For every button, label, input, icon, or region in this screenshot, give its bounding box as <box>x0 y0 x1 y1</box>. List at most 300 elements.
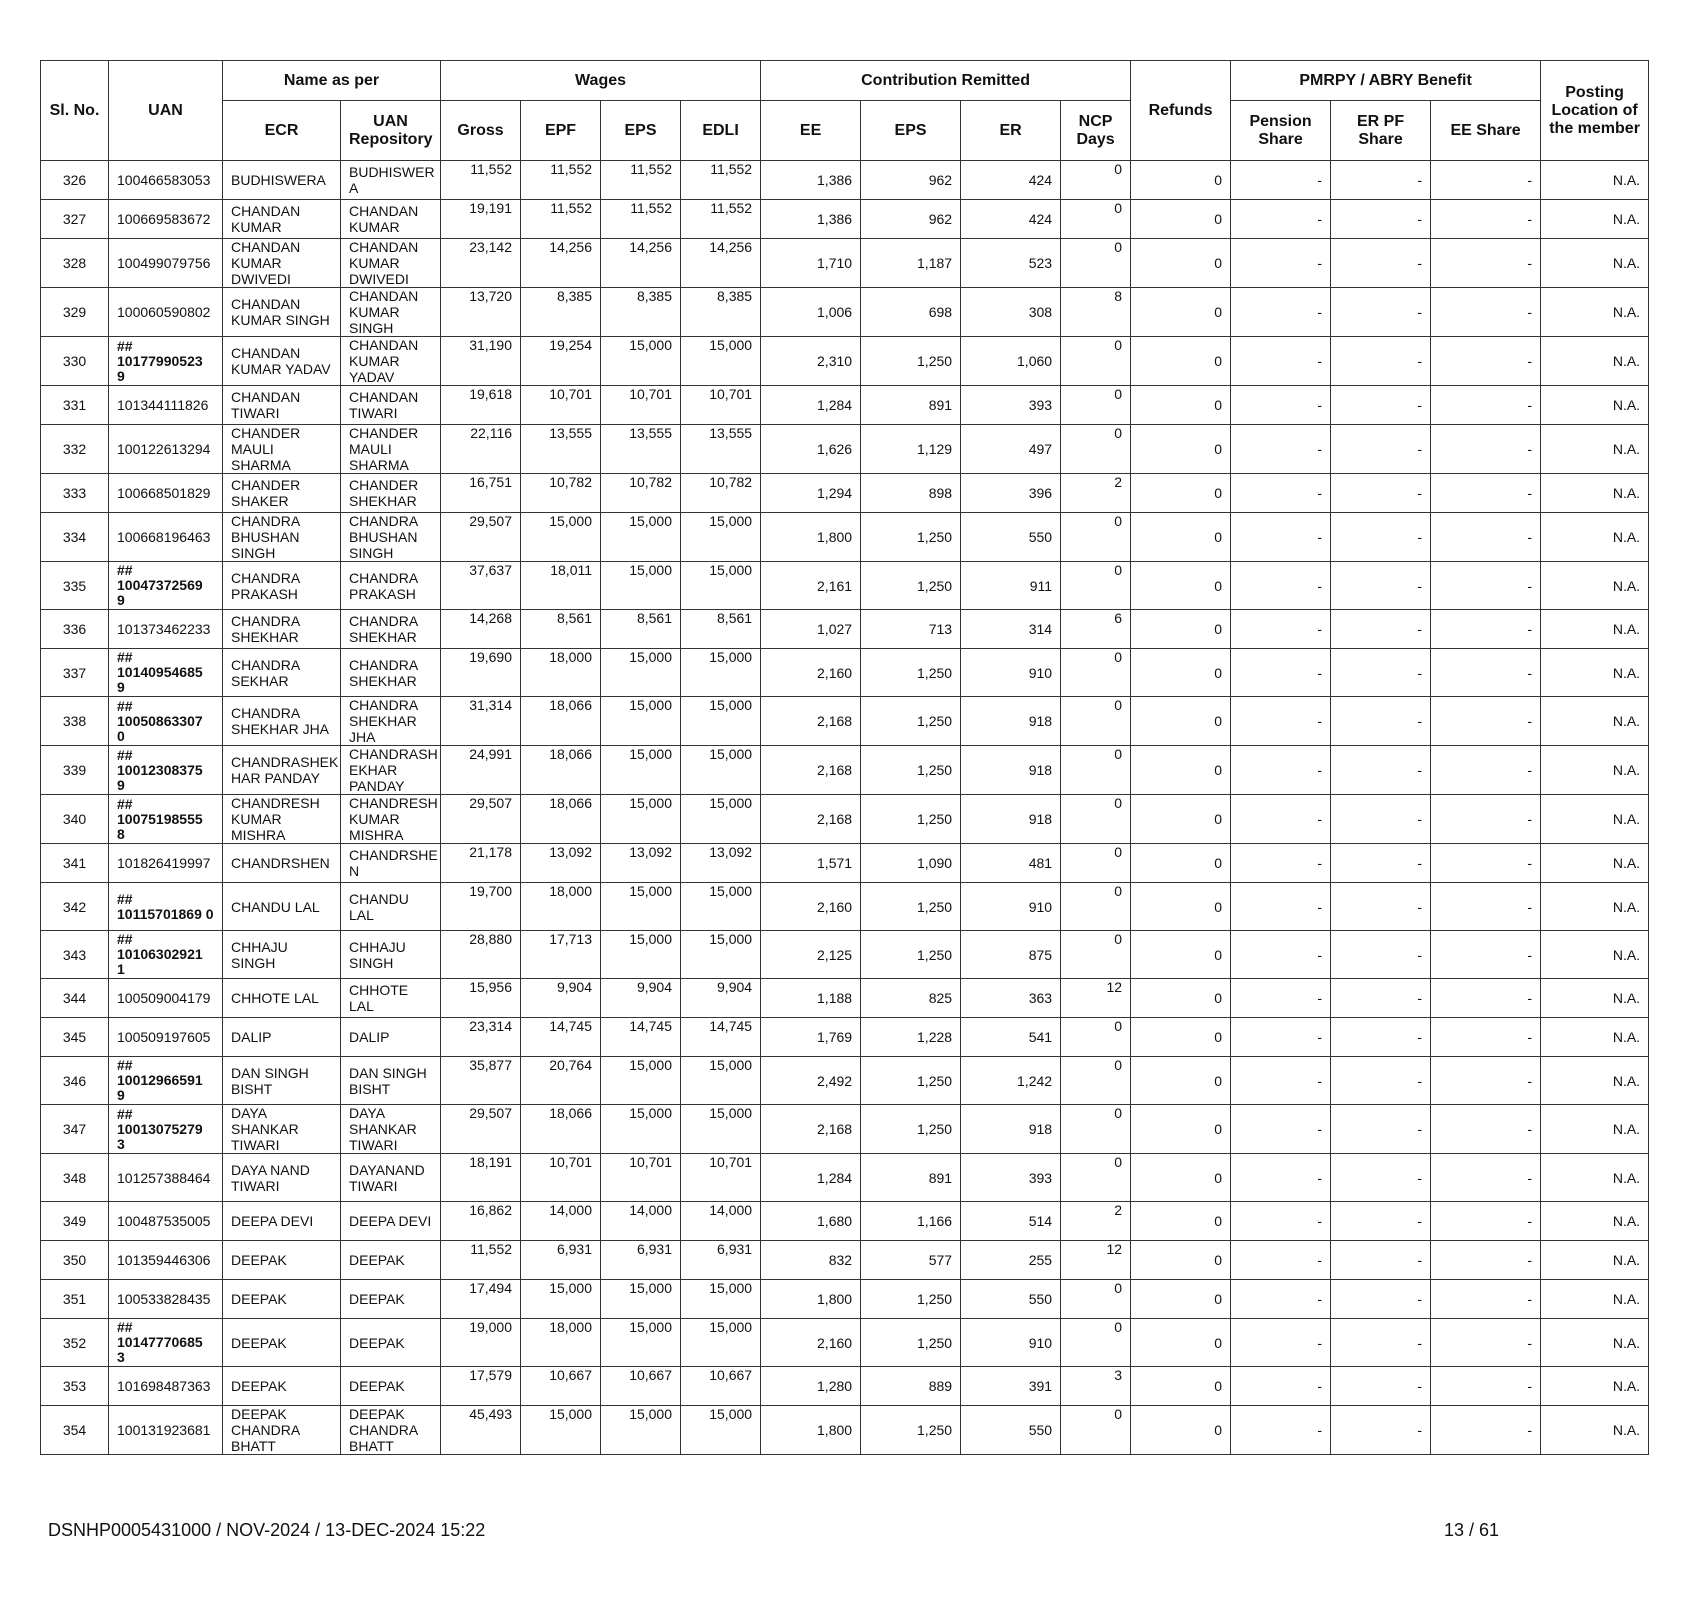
table-row <box>41 1319 1649 1367</box>
cell-uan: 100466583053 <box>109 161 223 200</box>
cell-edli: 15,000 <box>681 931 761 979</box>
cell-contribution-eps: 1,166 <box>861 1202 961 1241</box>
cell-edli: 15,000 <box>681 562 761 610</box>
cell-name-uan-repository: CHANDAN KUMAR YADAV <box>341 337 441 386</box>
cell-gross: 31,314 <box>441 697 521 746</box>
cell-uan: 100499079756 <box>109 239 223 288</box>
cell-sl-no: 333 <box>41 474 109 513</box>
cell-refunds: 0 <box>1131 161 1231 200</box>
cell-name-uan-repository: CHANDAN KUMAR <box>341 200 441 239</box>
cell-ncp-days: 0 <box>1061 883 1131 931</box>
cell-ee: 1,710 <box>761 239 861 288</box>
cell-pension-share: - <box>1231 1105 1331 1154</box>
cell-er-pf-share: - <box>1331 795 1431 844</box>
cell-ee: 832 <box>761 1241 861 1280</box>
cell-ee-share: - <box>1431 337 1541 386</box>
cell-pension-share: - <box>1231 239 1331 288</box>
cell-contribution-eps: 1,250 <box>861 649 961 697</box>
cell-epf: 10,782 <box>521 474 601 513</box>
cell-edli: 15,000 <box>681 1105 761 1154</box>
cell-posting-location: N.A. <box>1541 1018 1649 1057</box>
cell-gross: 19,191 <box>441 200 521 239</box>
cell-ee-share: - <box>1431 883 1541 931</box>
col-eps: EPS <box>601 101 681 161</box>
cell-contribution-eps: 1,090 <box>861 844 961 883</box>
table-row <box>41 288 1649 337</box>
cell-edli: 15,000 <box>681 1319 761 1367</box>
cell-er-pf-share: - <box>1331 610 1431 649</box>
col-posting-location: Posting Location of the member <box>1541 61 1649 161</box>
cell-name-ecr: CHHOTE LAL <box>223 979 341 1018</box>
cell-uan: 100668196463 <box>109 513 223 562</box>
cell-pension-share: - <box>1231 649 1331 697</box>
cell-name-ecr: BUDHISWERA <box>223 161 341 200</box>
cell-ncp-days: 0 <box>1061 1105 1131 1154</box>
cell-ncp-days: 3 <box>1061 1367 1131 1406</box>
cell-name-uan-repository: CHANDRA SHEKHAR <box>341 610 441 649</box>
cell-uan: 101826419997 <box>109 844 223 883</box>
col-pension-share: Pension Share <box>1231 101 1331 161</box>
cell-gross: 24,991 <box>441 746 521 795</box>
cell-refunds: 0 <box>1131 425 1231 474</box>
cell-eps: 8,385 <box>601 288 681 337</box>
cell-gross: 29,507 <box>441 1105 521 1154</box>
cell-er-pf-share: - <box>1331 649 1431 697</box>
cell-pension-share: - <box>1231 386 1331 425</box>
cell-pension-share: - <box>1231 1018 1331 1057</box>
cell-eps: 15,000 <box>601 931 681 979</box>
cell-epf: 18,066 <box>521 795 601 844</box>
cell-name-ecr: DEEPA DEVI <box>223 1202 341 1241</box>
cell-er-pf-share: - <box>1331 386 1431 425</box>
cell-sl-no: 334 <box>41 513 109 562</box>
cell-ee: 2,168 <box>761 697 861 746</box>
cell-pension-share: - <box>1231 200 1331 239</box>
cell-name-ecr: DAYA SHANKAR TIWARI <box>223 1105 341 1154</box>
cell-ncp-days: 0 <box>1061 931 1131 979</box>
cell-uan: 100669583672 <box>109 200 223 239</box>
document-reference: DSNHP0005431000 / NOV-2024 / 13-DEC-2024 15:22 <box>48 1520 486 1540</box>
cell-eps: 11,552 <box>601 200 681 239</box>
cell-ee-share: - <box>1431 979 1541 1018</box>
cell-uan: ## 10115701869 0 <box>109 883 223 931</box>
cell-name-uan-repository: CHANDRSHE N <box>341 844 441 883</box>
cell-posting-location: N.A. <box>1541 931 1649 979</box>
cell-pension-share: - <box>1231 513 1331 562</box>
cell-posting-location: N.A. <box>1541 649 1649 697</box>
cell-ncp-days: 0 <box>1061 1319 1131 1367</box>
cell-posting-location: N.A. <box>1541 795 1649 844</box>
cell-ee-share: - <box>1431 931 1541 979</box>
cell-ee: 1,800 <box>761 513 861 562</box>
cell-gross: 35,877 <box>441 1057 521 1105</box>
cell-ee: 2,160 <box>761 1319 861 1367</box>
cell-name-ecr: CHANDRA PRAKASH <box>223 562 341 610</box>
cell-ncp-days: 0 <box>1061 1280 1131 1319</box>
cell-edli: 9,904 <box>681 979 761 1018</box>
cell-ee: 2,125 <box>761 931 861 979</box>
cell-sl-no: 330 <box>41 337 109 386</box>
cell-pension-share: - <box>1231 931 1331 979</box>
cell-gross: 19,618 <box>441 386 521 425</box>
cell-ee-share: - <box>1431 562 1541 610</box>
cell-eps: 15,000 <box>601 1057 681 1105</box>
cell-sl-no: 349 <box>41 1202 109 1241</box>
cell-er: 396 <box>961 474 1061 513</box>
cell-epf: 18,000 <box>521 883 601 931</box>
col-group-wages: Wages <box>441 61 761 101</box>
cell-ee-share: - <box>1431 200 1541 239</box>
cell-pension-share: - <box>1231 337 1331 386</box>
cell-sl-no: 337 <box>41 649 109 697</box>
cell-er-pf-share: - <box>1331 979 1431 1018</box>
cell-eps: 15,000 <box>601 1105 681 1154</box>
cell-contribution-eps: 889 <box>861 1367 961 1406</box>
cell-uan: ## 10147770685 3 <box>109 1319 223 1367</box>
cell-epf: 11,552 <box>521 200 601 239</box>
cell-ee-share: - <box>1431 513 1541 562</box>
cell-ncp-days: 0 <box>1061 1406 1131 1455</box>
cell-contribution-eps: 962 <box>861 161 961 200</box>
cell-epf: 13,555 <box>521 425 601 474</box>
cell-refunds: 0 <box>1131 746 1231 795</box>
table-row <box>41 1280 1649 1319</box>
cell-gross: 13,720 <box>441 288 521 337</box>
cell-er: 308 <box>961 288 1061 337</box>
cell-name-uan-repository: DEEPAK <box>341 1280 441 1319</box>
cell-posting-location: N.A. <box>1541 425 1649 474</box>
cell-epf: 17,713 <box>521 931 601 979</box>
cell-eps: 15,000 <box>601 697 681 746</box>
cell-ncp-days: 6 <box>1061 610 1131 649</box>
cell-name-ecr: CHANDRA BHUSHAN SINGH <box>223 513 341 562</box>
cell-contribution-eps: 713 <box>861 610 961 649</box>
table-row <box>41 562 1649 610</box>
cell-ee-share: - <box>1431 239 1541 288</box>
cell-ncp-days: 2 <box>1061 1202 1131 1241</box>
col-ecr: ECR <box>223 101 341 161</box>
cell-refunds: 0 <box>1131 474 1231 513</box>
cell-name-ecr: CHHAJU SINGH <box>223 931 341 979</box>
cell-sl-no: 336 <box>41 610 109 649</box>
cell-name-ecr: CHANDAN KUMAR SINGH <box>223 288 341 337</box>
cell-gross: 16,751 <box>441 474 521 513</box>
cell-contribution-eps: 577 <box>861 1241 961 1280</box>
cell-eps: 11,552 <box>601 161 681 200</box>
col-edli: EDLI <box>681 101 761 161</box>
cell-edli: 13,092 <box>681 844 761 883</box>
cell-ee: 2,161 <box>761 562 861 610</box>
cell-uan: ## 10075198555 8 <box>109 795 223 844</box>
cell-er: 424 <box>961 200 1061 239</box>
cell-sl-no: 345 <box>41 1018 109 1057</box>
cell-er: 550 <box>961 513 1061 562</box>
cell-ee: 1,386 <box>761 161 861 200</box>
table-row <box>41 746 1649 795</box>
cell-eps: 9,904 <box>601 979 681 1018</box>
cell-name-ecr: CHANDRA SEKHAR <box>223 649 341 697</box>
table-row <box>41 697 1649 746</box>
cell-name-ecr: CHANDAN KUMAR YADAV <box>223 337 341 386</box>
cell-ee: 2,310 <box>761 337 861 386</box>
cell-edli: 15,000 <box>681 337 761 386</box>
cell-edli: 15,000 <box>681 513 761 562</box>
cell-gross: 29,507 <box>441 795 521 844</box>
cell-uan: ## 10140954685 9 <box>109 649 223 697</box>
cell-eps: 15,000 <box>601 649 681 697</box>
cell-ncp-days: 0 <box>1061 513 1131 562</box>
cell-er: 541 <box>961 1018 1061 1057</box>
cell-er-pf-share: - <box>1331 474 1431 513</box>
cell-sl-no: 342 <box>41 883 109 931</box>
cell-name-uan-repository: DAYANAND TIWARI <box>341 1154 441 1202</box>
cell-refunds: 0 <box>1131 1105 1231 1154</box>
cell-uan: ## 10177990523 9 <box>109 337 223 386</box>
cell-ncp-days: 0 <box>1061 386 1131 425</box>
cell-name-uan-repository: BUDHISWER A <box>341 161 441 200</box>
cell-epf: 18,066 <box>521 746 601 795</box>
cell-posting-location: N.A. <box>1541 1367 1649 1406</box>
cell-edli: 15,000 <box>681 697 761 746</box>
cell-name-uan-repository: DEEPAK <box>341 1241 441 1280</box>
table-row <box>41 386 1649 425</box>
cell-sl-no: 354 <box>41 1406 109 1455</box>
cell-contribution-eps: 1,187 <box>861 239 961 288</box>
cell-refunds: 0 <box>1131 562 1231 610</box>
cell-pension-share: - <box>1231 562 1331 610</box>
cell-gross: 37,637 <box>441 562 521 610</box>
cell-eps: 15,000 <box>601 513 681 562</box>
cell-pension-share: - <box>1231 1057 1331 1105</box>
cell-sl-no: 348 <box>41 1154 109 1202</box>
cell-name-ecr: DAN SINGH BISHT <box>223 1057 341 1105</box>
cell-er: 550 <box>961 1280 1061 1319</box>
cell-edli: 14,256 <box>681 239 761 288</box>
cell-er-pf-share: - <box>1331 1154 1431 1202</box>
cell-uan: 100131923681 <box>109 1406 223 1455</box>
cell-edli: 15,000 <box>681 1280 761 1319</box>
cell-eps: 10,701 <box>601 1154 681 1202</box>
cell-contribution-eps: 891 <box>861 386 961 425</box>
cell-ee-share: - <box>1431 1105 1541 1154</box>
cell-contribution-eps: 1,250 <box>861 795 961 844</box>
cell-eps: 10,701 <box>601 386 681 425</box>
cell-er-pf-share: - <box>1331 288 1431 337</box>
cell-uan: 100668501829 <box>109 474 223 513</box>
cell-posting-location: N.A. <box>1541 1241 1649 1280</box>
cell-er: 393 <box>961 386 1061 425</box>
cell-gross: 29,507 <box>441 513 521 562</box>
cell-name-uan-repository: DAN SINGH BISHT <box>341 1057 441 1105</box>
cell-er-pf-share: - <box>1331 1018 1431 1057</box>
cell-er-pf-share: - <box>1331 697 1431 746</box>
cell-eps: 10,782 <box>601 474 681 513</box>
cell-ee-share: - <box>1431 386 1541 425</box>
cell-contribution-eps: 1,228 <box>861 1018 961 1057</box>
cell-epf: 8,385 <box>521 288 601 337</box>
cell-name-uan-repository: CHANDAN KUMAR SINGH <box>341 288 441 337</box>
cell-ee: 1,280 <box>761 1367 861 1406</box>
cell-ncp-days: 12 <box>1061 979 1131 1018</box>
cell-epf: 14,745 <box>521 1018 601 1057</box>
cell-uan: 100509197605 <box>109 1018 223 1057</box>
cell-posting-location: N.A. <box>1541 200 1649 239</box>
cell-ncp-days: 0 <box>1061 844 1131 883</box>
cell-eps: 14,000 <box>601 1202 681 1241</box>
cell-name-uan-repository: CHANDRASH EKHAR PANDAY <box>341 746 441 795</box>
col-ee-share: EE Share <box>1431 101 1541 161</box>
cell-er: 918 <box>961 697 1061 746</box>
cell-name-uan-repository: CHHOTE LAL <box>341 979 441 1018</box>
cell-ncp-days: 12 <box>1061 1241 1131 1280</box>
cell-ee-share: - <box>1431 161 1541 200</box>
cell-gross: 19,000 <box>441 1319 521 1367</box>
cell-epf: 14,000 <box>521 1202 601 1241</box>
table-row <box>41 1202 1649 1241</box>
cell-epf: 10,701 <box>521 386 601 425</box>
ecr-contribution-table <box>40 60 1649 1455</box>
cell-name-ecr: DEEPAK <box>223 1367 341 1406</box>
cell-uan: ## 10047372569 9 <box>109 562 223 610</box>
cell-name-uan-repository: DEEPAK <box>341 1367 441 1406</box>
cell-contribution-eps: 1,250 <box>861 1105 961 1154</box>
cell-contribution-eps: 962 <box>861 200 961 239</box>
cell-contribution-eps: 1,250 <box>861 697 961 746</box>
cell-uan: 100509004179 <box>109 979 223 1018</box>
cell-gross: 15,956 <box>441 979 521 1018</box>
cell-edli: 15,000 <box>681 795 761 844</box>
table-row <box>41 200 1649 239</box>
cell-ee-share: - <box>1431 1057 1541 1105</box>
col-refunds: Refunds <box>1131 61 1231 161</box>
cell-pension-share: - <box>1231 697 1331 746</box>
cell-er-pf-share: - <box>1331 200 1431 239</box>
cell-refunds: 0 <box>1131 386 1231 425</box>
cell-name-uan-repository: CHANDRA SHEKHAR <box>341 649 441 697</box>
cell-refunds: 0 <box>1131 979 1231 1018</box>
cell-ncp-days: 0 <box>1061 161 1131 200</box>
cell-refunds: 0 <box>1131 931 1231 979</box>
cell-ee: 1,294 <box>761 474 861 513</box>
cell-er-pf-share: - <box>1331 161 1431 200</box>
cell-ee-share: - <box>1431 1241 1541 1280</box>
table-row <box>41 513 1649 562</box>
cell-edli: 15,000 <box>681 1406 761 1455</box>
cell-name-ecr: CHANDRSHEN <box>223 844 341 883</box>
cell-er: 393 <box>961 1154 1061 1202</box>
cell-epf: 15,000 <box>521 1406 601 1455</box>
page-number: 13 / 61 <box>1444 1520 1500 1540</box>
cell-sl-no: 329 <box>41 288 109 337</box>
cell-posting-location: N.A. <box>1541 474 1649 513</box>
cell-name-uan-repository: CHANDU LAL <box>341 883 441 931</box>
cell-pension-share: - <box>1231 979 1331 1018</box>
cell-ee: 1,284 <box>761 1154 861 1202</box>
cell-er: 481 <box>961 844 1061 883</box>
cell-gross: 23,142 <box>441 239 521 288</box>
cell-uan: 101698487363 <box>109 1367 223 1406</box>
cell-eps: 14,745 <box>601 1018 681 1057</box>
cell-refunds: 0 <box>1131 337 1231 386</box>
cell-er-pf-share: - <box>1331 931 1431 979</box>
table-row <box>41 610 1649 649</box>
cell-name-ecr: CHANDAN KUMAR DWIVEDI <box>223 239 341 288</box>
cell-refunds: 0 <box>1131 1018 1231 1057</box>
cell-pension-share: - <box>1231 288 1331 337</box>
cell-name-uan-repository: CHHAJU SINGH <box>341 931 441 979</box>
cell-name-uan-repository: DEEPAK CHANDRA BHATT <box>341 1406 441 1455</box>
cell-contribution-eps: 698 <box>861 288 961 337</box>
table-row <box>41 1154 1649 1202</box>
cell-epf: 11,552 <box>521 161 601 200</box>
cell-edli: 15,000 <box>681 1057 761 1105</box>
table-row <box>41 844 1649 883</box>
cell-ee-share: - <box>1431 610 1541 649</box>
cell-ncp-days: 0 <box>1061 746 1131 795</box>
cell-ncp-days: 0 <box>1061 795 1131 844</box>
cell-ee: 2,168 <box>761 795 861 844</box>
cell-sl-no: 328 <box>41 239 109 288</box>
cell-pension-share: - <box>1231 161 1331 200</box>
cell-uan: ## 10013075279 3 <box>109 1105 223 1154</box>
cell-posting-location: N.A. <box>1541 562 1649 610</box>
cell-ncp-days: 0 <box>1061 697 1131 746</box>
cell-ee: 1,188 <box>761 979 861 1018</box>
cell-epf: 15,000 <box>521 1280 601 1319</box>
cell-eps: 15,000 <box>601 883 681 931</box>
table-header <box>41 61 1649 161</box>
cell-posting-location: N.A. <box>1541 1280 1649 1319</box>
cell-name-ecr: CHANDRA SHEKHAR JHA <box>223 697 341 746</box>
cell-contribution-eps: 1,250 <box>861 746 961 795</box>
cell-er: 918 <box>961 746 1061 795</box>
table-row <box>41 161 1649 200</box>
cell-name-ecr: DALIP <box>223 1018 341 1057</box>
cell-edli: 8,385 <box>681 288 761 337</box>
cell-er: 875 <box>961 931 1061 979</box>
cell-ee-share: - <box>1431 288 1541 337</box>
cell-name-uan-repository: CHANDER MAULI SHARMA <box>341 425 441 474</box>
cell-edli: 8,561 <box>681 610 761 649</box>
cell-ncp-days: 0 <box>1061 239 1131 288</box>
cell-sl-no: 326 <box>41 161 109 200</box>
cell-edli: 15,000 <box>681 649 761 697</box>
cell-ee: 2,160 <box>761 649 861 697</box>
cell-refunds: 0 <box>1131 1367 1231 1406</box>
table-row <box>41 239 1649 288</box>
cell-er-pf-share: - <box>1331 1367 1431 1406</box>
cell-gross: 11,552 <box>441 1241 521 1280</box>
cell-er: 1,060 <box>961 337 1061 386</box>
cell-edli: 14,000 <box>681 1202 761 1241</box>
cell-name-ecr: CHANDU LAL <box>223 883 341 931</box>
cell-er: 314 <box>961 610 1061 649</box>
cell-epf: 14,256 <box>521 239 601 288</box>
table-row <box>41 474 1649 513</box>
cell-ee: 1,284 <box>761 386 861 425</box>
cell-sl-no: 353 <box>41 1367 109 1406</box>
cell-pension-share: - <box>1231 1280 1331 1319</box>
cell-ee: 1,769 <box>761 1018 861 1057</box>
col-er: ER <box>961 101 1061 161</box>
cell-contribution-eps: 1,250 <box>861 931 961 979</box>
cell-er: 391 <box>961 1367 1061 1406</box>
cell-contribution-eps: 1,250 <box>861 883 961 931</box>
cell-sl-no: 347 <box>41 1105 109 1154</box>
cell-contribution-eps: 825 <box>861 979 961 1018</box>
cell-contribution-eps: 898 <box>861 474 961 513</box>
cell-ee-share: - <box>1431 1280 1541 1319</box>
